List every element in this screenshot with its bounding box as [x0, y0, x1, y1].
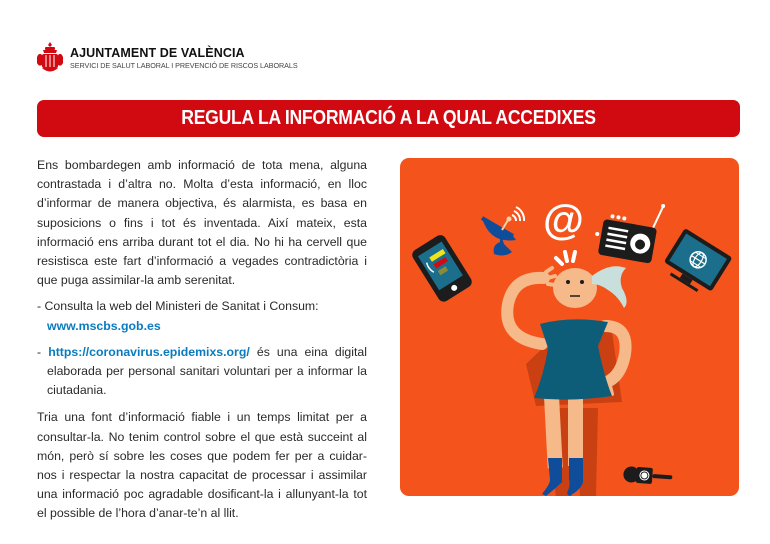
- page-title: REGULA LA INFORMACIÓ A LA QUAL ACCEDIXES: [181, 107, 596, 129]
- smartphone-icon: [410, 233, 474, 304]
- page-header: [36, 38, 298, 78]
- bullet-ministry-text: Consulta la web del Ministeri de Sanitat i Consum:: [44, 299, 319, 314]
- bullet-ministry: [37, 297, 367, 335]
- bullet-epidemixs-text: és una eina digital elaborada per personal sanitari voluntari per a informar la ciutadania.: [47, 344, 367, 398]
- radio-icon: [592, 193, 666, 264]
- illustration-panel: [400, 158, 739, 496]
- microphone-icon: [623, 466, 673, 485]
- satellite-dish-icon: [482, 207, 524, 256]
- bullet-dash: -: [37, 344, 49, 359]
- coat-of-arms-icon: [36, 41, 64, 75]
- intro-paragraph: Ens bombardegen amb informació de tota mena, alguna contrastada i d’altra no. Molta d’esta informació, en lloc d’informar de manera objectiva, és alarmista, es basa en suposicions o fins i tot és inventada. Així mateix, esta informació ens arriba durant tot el dia. No hi ha cervell que resistisca este fart d’informació a vegades contradictòria i que puga assimilar-la amb serenitat.: [37, 158, 367, 288]
- illustration: [400, 158, 739, 496]
- org-subtitle: SERVICI DE SALUT LABORAL I PREVENCIÓ DE RISCOS LABORALS: [70, 60, 298, 70]
- closing-paragraph: Tria una font d’informació fiable i un temps limitat per a consultar-la. No tenim control sobre el que està succeint al món, però sí sobre les coses que podem fer per a cuidar-nos i respectar la nostra capacitat de processar i assimilar una informació poc agradable dosificant-la i allunyant-la tot el possible de l’hora d’anar-te’n al llit.: [37, 410, 367, 521]
- overwhelmed-woman-figure: [507, 252, 626, 496]
- ministry-link[interactable]: www.mscbs.gob.es: [47, 318, 161, 333]
- title-banner: [37, 100, 740, 137]
- body-text: [37, 156, 367, 531]
- org-name: AJUNTAMENT DE VALÈNCIA: [70, 45, 245, 60]
- bullet-dash: -: [37, 299, 45, 314]
- bullet-epidemixs: [37, 343, 367, 401]
- org-title-block: [70, 46, 298, 71]
- epidemixs-link[interactable]: https://coronavirus.epidemixs.org/: [48, 344, 250, 359]
- tv-monitor-icon: [660, 228, 733, 298]
- at-sign-icon: @: [543, 196, 584, 243]
